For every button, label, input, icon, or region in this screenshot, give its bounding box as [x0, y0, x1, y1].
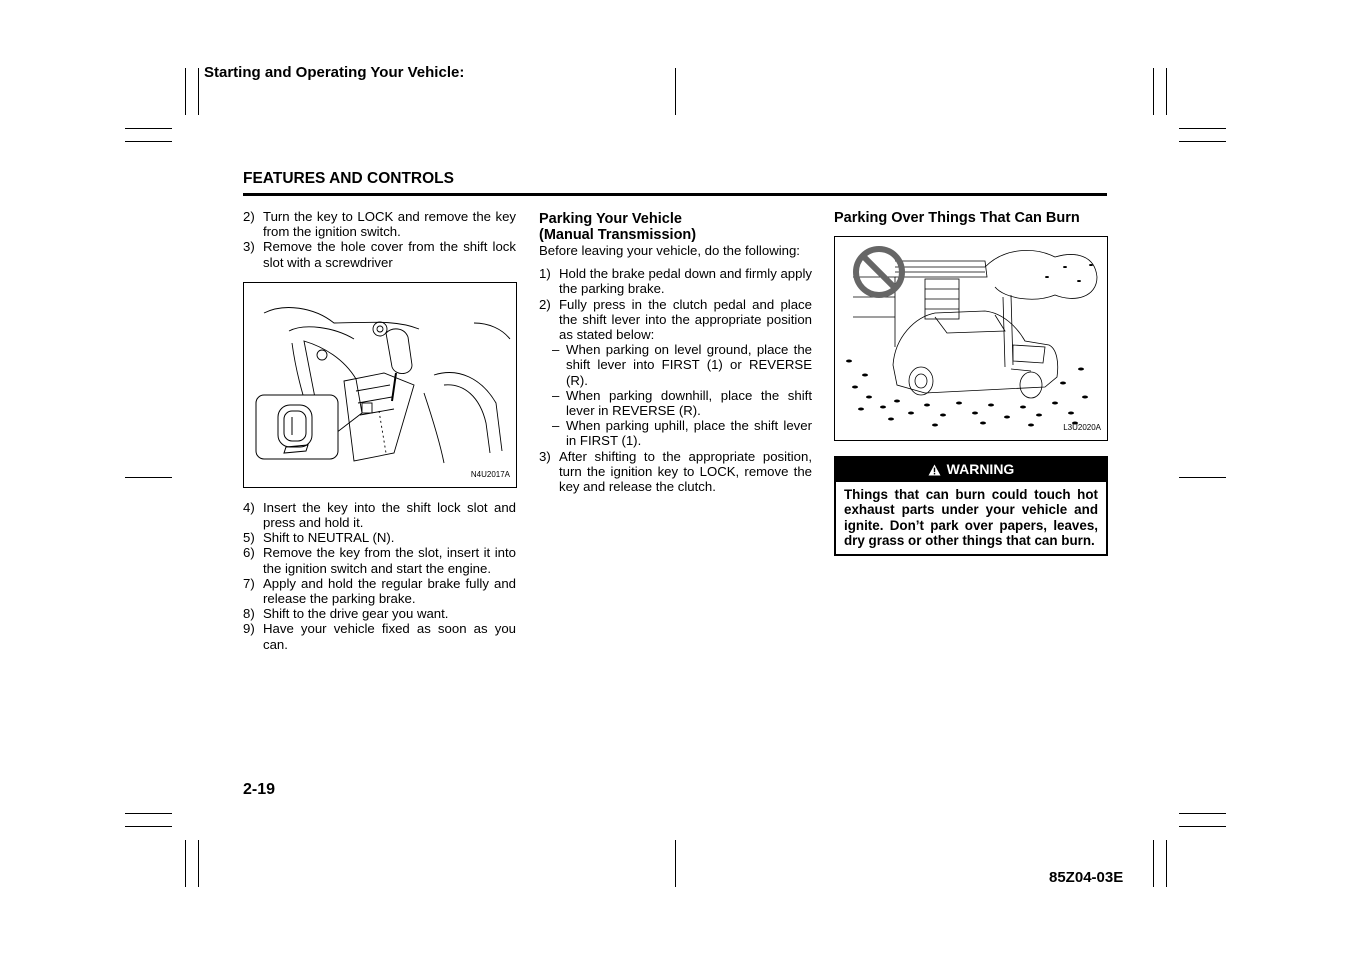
figure-code: N4U2017A [470, 469, 510, 479]
warning-triangle-icon [928, 464, 941, 476]
crop-mark [125, 477, 172, 478]
step-item [539, 449, 812, 495]
warning-title: WARNING [946, 461, 1015, 478]
sub-item [539, 388, 812, 418]
sub-text: When parking downhill, place the shift lever in REVERSE (R). [566, 387, 812, 419]
step-text: Shift to the drive gear you want. [263, 606, 449, 622]
crop-mark [198, 68, 199, 115]
step-item [243, 606, 516, 621]
step-item [539, 266, 812, 296]
crop-mark [198, 840, 199, 887]
leaves-pattern [846, 264, 1093, 427]
column-middle [539, 211, 812, 494]
sub-dash: – [552, 418, 560, 434]
column-right [834, 210, 1108, 556]
document-code: 85Z04-03E [1049, 869, 1124, 886]
sub-text: When parking on level ground, place the shift lever into FIRST (1) or REVERSE (R). [566, 342, 812, 388]
step-number: 2) [539, 296, 551, 312]
crop-mark [1179, 128, 1226, 129]
shift-lock-illustration [244, 283, 516, 487]
step-number: 4) [243, 499, 255, 515]
step-item [539, 297, 812, 343]
step-number: 3) [539, 448, 551, 464]
warning-box [834, 456, 1108, 556]
step-item [243, 209, 516, 239]
parking-over-leaves-figure [834, 236, 1108, 441]
crop-mark [125, 141, 172, 142]
step-number: 3) [243, 239, 255, 255]
warning-text: Things that can burn could touch hot exhaust parts under your vehicle and ignite. Don’t park over papers, leaves, dry grass or other things that can burn. [844, 487, 1098, 548]
step-number: 8) [243, 606, 255, 622]
crop-mark [125, 826, 172, 827]
step-text: Insert the key into the shift lock slot and press and hold it. [263, 499, 516, 531]
parking-intro: Before leaving your vehicle, do the following: [539, 243, 800, 258]
crop-mark [1153, 68, 1154, 115]
column-left [243, 209, 516, 652]
crop-mark [1153, 840, 1154, 887]
crop-mark [185, 68, 186, 115]
crop-mark [125, 128, 172, 129]
step-item [243, 545, 516, 575]
step-item [243, 239, 516, 269]
crop-mark [1179, 477, 1226, 478]
step-number: 1) [539, 266, 551, 282]
step-text: After shifting to the appropriate position, turn the ignition key to LOCK, remove the key and release the clutch. [559, 448, 812, 495]
page-number: 2-19 [243, 781, 276, 798]
crop-mark [675, 840, 676, 887]
warning-header [836, 458, 1106, 482]
sub-dash: – [552, 342, 560, 358]
step-text: Remove the hole cover from the shift lock slot with a screwdriver [263, 239, 516, 270]
crop-mark [1166, 68, 1167, 115]
step-text: Hold the brake pedal down and firmly apply the parking brake. [559, 266, 812, 297]
sub-item [539, 342, 812, 388]
parking-heading-line1: Parking Your Vehicle [539, 211, 682, 227]
parking-heading-line2: (Manual Transmission) [539, 227, 697, 243]
sub-dash: – [552, 387, 560, 403]
sub-text: When parking uphill, place the shift lever in FIRST (1). [566, 418, 812, 449]
step-item [243, 576, 516, 606]
figure-code: L3U2020A [1063, 422, 1101, 432]
step-text: Have your vehicle fixed as soon as you can. [263, 621, 516, 652]
crop-mark [185, 840, 186, 887]
step-item [243, 621, 516, 651]
step-text: Apply and hold the regular brake fully and release the parking brake. [263, 575, 516, 607]
step-text: Remove the key from the slot, insert it into the ignition switch and start the engine. [263, 545, 516, 576]
step-number: 6) [243, 545, 255, 561]
section-rule [243, 193, 1107, 196]
step-item [243, 530, 516, 545]
step-item [243, 500, 516, 530]
crop-mark [675, 68, 676, 115]
step-number: 9) [243, 621, 255, 637]
section-title: FEATURES AND CONTROLS [243, 170, 454, 187]
crop-mark [1179, 141, 1226, 142]
parking-heading [539, 211, 812, 243]
crop-mark [1179, 826, 1226, 827]
step-text: Turn the key to LOCK and remove the key from the ignition switch. [263, 209, 516, 240]
step-number: 7) [243, 575, 255, 591]
burn-heading: Parking Over Things That Can Burn [834, 210, 1080, 226]
step-number: 5) [243, 530, 255, 546]
running-head: Starting and Operating Your Vehicle: [204, 64, 465, 81]
crop-mark [1166, 840, 1167, 887]
car-over-leaves-illustration [835, 237, 1107, 440]
sub-item [539, 418, 812, 448]
step-number: 2) [243, 209, 255, 224]
step-text: Shift to NEUTRAL (N). [263, 530, 395, 546]
shift-lock-figure [243, 282, 517, 488]
crop-mark [125, 813, 172, 814]
step-text: Fully press in the clutch pedal and place the shift lever into the appropriate position as stated below: [559, 296, 812, 343]
crop-mark [1179, 813, 1226, 814]
